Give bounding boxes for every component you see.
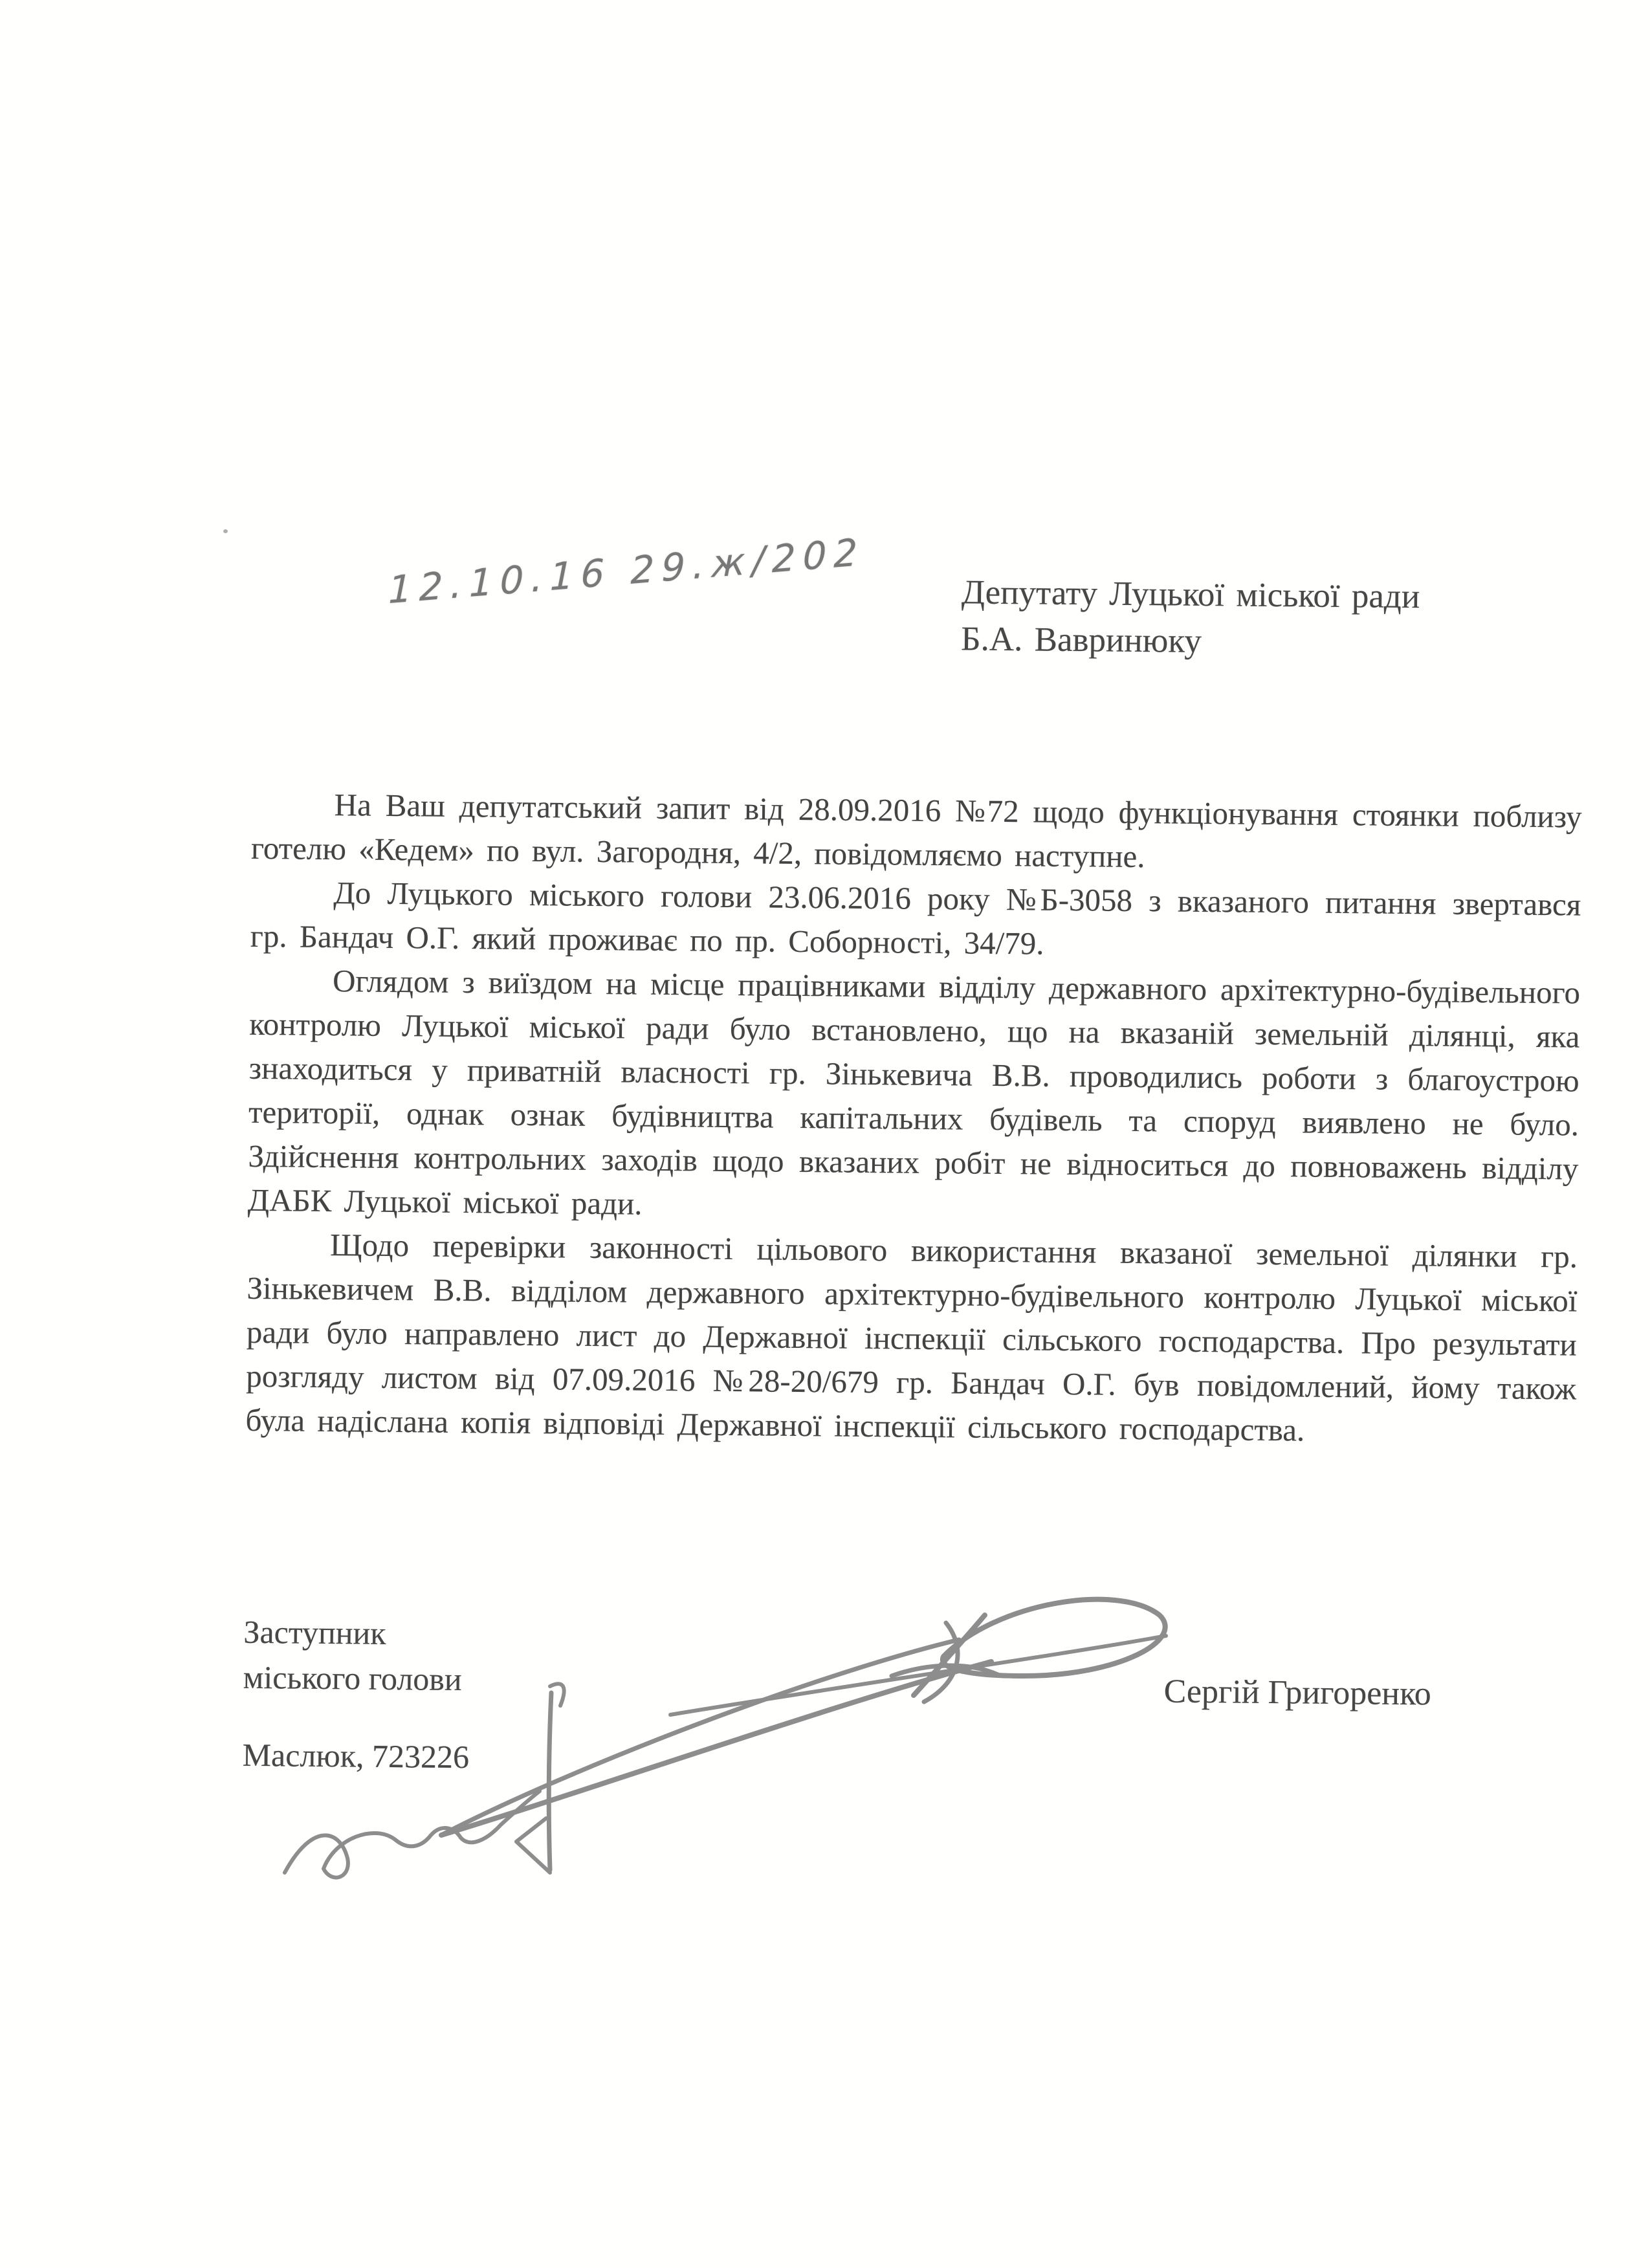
signer-name: Сергій Григоренко <box>1163 1673 1432 1713</box>
paragraph-1: На Ваш депутатський запит від 28.09.2016 №72 щодо функціонування стоянки поблизу готелю «Кедем» по вул. Загородня, 4/2, повідомляємо наступне. <box>250 787 1582 875</box>
paragraph-4: Щодо перевірки законності цільового використання вказаної земельної ділянки гр. Зінькевичем В.В. відділом державного архітектурно-будівельного контролю Луцької міської ради було направлено лист до Державної інспекції сільського господарства. Про результати розгляду листом від 07.09.2016 №28-20/679 гр. Бандач О.Г. був повідомлений, йому також була надіслана копія відповіді Державної інспекції сільського господарства. <box>245 1227 1578 1448</box>
signer-position-line-2: міського голови <box>243 1658 462 1698</box>
executor-reference: Маслюк, 723226 <box>242 1736 470 1776</box>
recipient-block <box>961 569 1420 666</box>
recipient-line-2: Б.А. Вавринюку <box>960 620 1202 660</box>
letter-body <box>245 782 1582 1455</box>
handwritten-signature <box>259 1578 1197 1914</box>
recipient-line-1: Депутату Луцької міської ради <box>961 573 1420 616</box>
handwritten-registration-note: 12.10.16 29.ж/202 <box>388 529 865 613</box>
signer-position-line-1: Заступник <box>243 1613 386 1651</box>
paragraph-3: Оглядом з виїздом на місце працівниками відділу державного архітектурно-будівельного контролю Луцької міської ради було встановлено, що на вказаній земельній ділянці, яка знаходиться у приватній власності гр. Зінькевича В.В. проводились роботи з благоустрою території, однак ознак будівництва капітальних будівель та споруд виявлено не було. Здійснення контрольних заходів щодо вказаних робіт не відноситься до повноважень відділу ДАБК Луцької міської ради. <box>247 963 1581 1222</box>
paragraph-2: До Луцького міського голови 23.06.2016 року №Б-3058 з вказаного питання звертався гр. Бандач О.Г. який проживає по пр. Соборності, 34/79. <box>250 875 1581 962</box>
